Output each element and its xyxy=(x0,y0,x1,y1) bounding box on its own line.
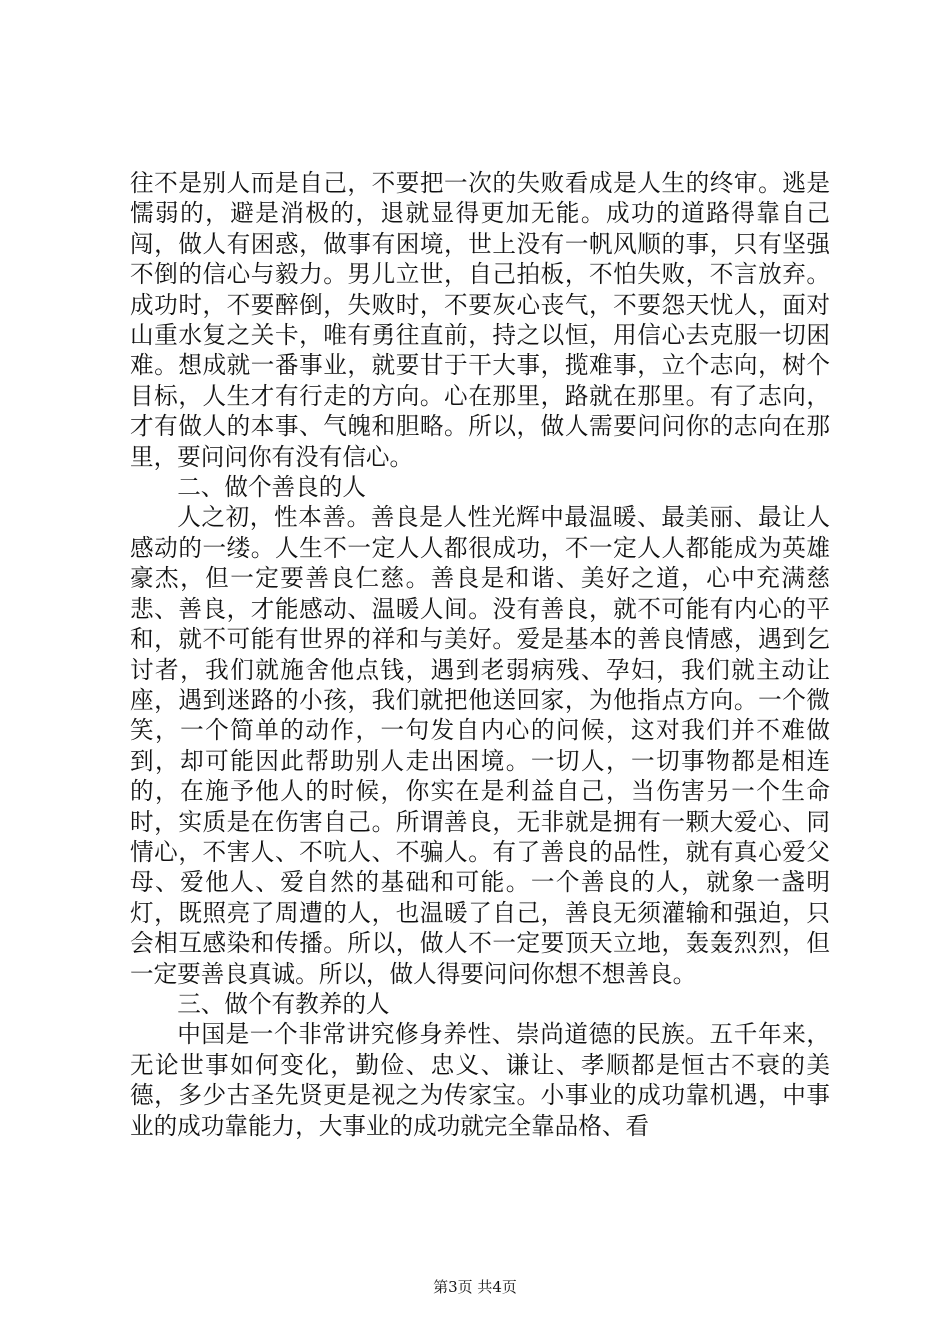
section-heading-2: 二、做个善良的人 xyxy=(177,473,366,502)
paragraph-kindness: 人之初，性本善。善良是人性光辉中最温暖、最美丽、最让人感动的一缕。人生不一定人人都很成功，不一定人人都能成为英雄豪杰，但一定要善良仁慈。善良是和谐、美好之道，心中充满慈悲、善良，才能感动、温暖人间。没有善良，就不可能有内心的平和，就不可能有世界的祥和与美好。爱是基本的善良情感，遇到乞讨者，我们就施舍他点钱，遇到老弱病残、孕妇，我们就主动让座，遇到迷路的小孩，我们就把他送回家，为他指点方向。一个微笑，一个简单的动作，一句发自内心的问候，这对我们并不难做到，却可能因此帮助别人走出困境。一切人，一切事物都是相连的，在施予他人的时候，你实在是利益自己，当伤害另一个生命时，实质是在伤害自己。所谓善良，无非就是拥有一颗大爱心、同情心，不害人、不吭人、不骗人。有了善良的品性，就有真心爱父母、爱他人、爱自然的基础和可能。一个善良的人，就象一盏明灯，既照亮了周遭的人，也温暖了自己，善良无须灌输和强迫，只会相互感染和传播。所以，做人不一定要顶天立地，轰轰烈烈，但一定要善良真诚。所以，做人得要问问你想不想善良。 xyxy=(130,503,830,988)
page-number-footer: 第3页 共4页 xyxy=(433,1278,517,1296)
paragraph-cultivation: 中国是一个非常讲究修身养性、崇尚道德的民族。五千年来，无论世事如何变化，勤俭、忠义、谦让、孝顺都是恒古不衰的美德，多少古圣先贤更是视之为传家宝。小事业的成功靠机遇，中事业的成功靠能力，大事业的成功就完全靠品格、看 xyxy=(130,1020,830,1140)
document-body xyxy=(130,168,830,1141)
paragraph-continued: 往不是别人而是自己，不要把一次的失败看成是人生的终审。逃是懦弱的，避是消极的，退就显得更加无能。成功的道路得靠自己闯，做人有困惑，做事有困境，世上没有一帆风顺的事，只有坚强不倒的信心与毅力。男儿立世，自己拍板，不怕失败，不言放弃。成功时，不要醉倒，失败时，不要灰心丧气，不要怨天忧人，面对山重水复之关卡，唯有勇往直前，持之以恒，用信心去克服一切困难。想成就一番事业，就要甘于干大事，揽难事，立个志向，树个目标，人生才有行走的方向。心在那里，路就在那里。有了志向，才有做人的本事、气魄和胆略。所以，做人需要问问你的志向在那里，要问问你有没有信心。 xyxy=(130,169,830,471)
section-heading-3: 三、做个有教养的人 xyxy=(177,989,390,1018)
